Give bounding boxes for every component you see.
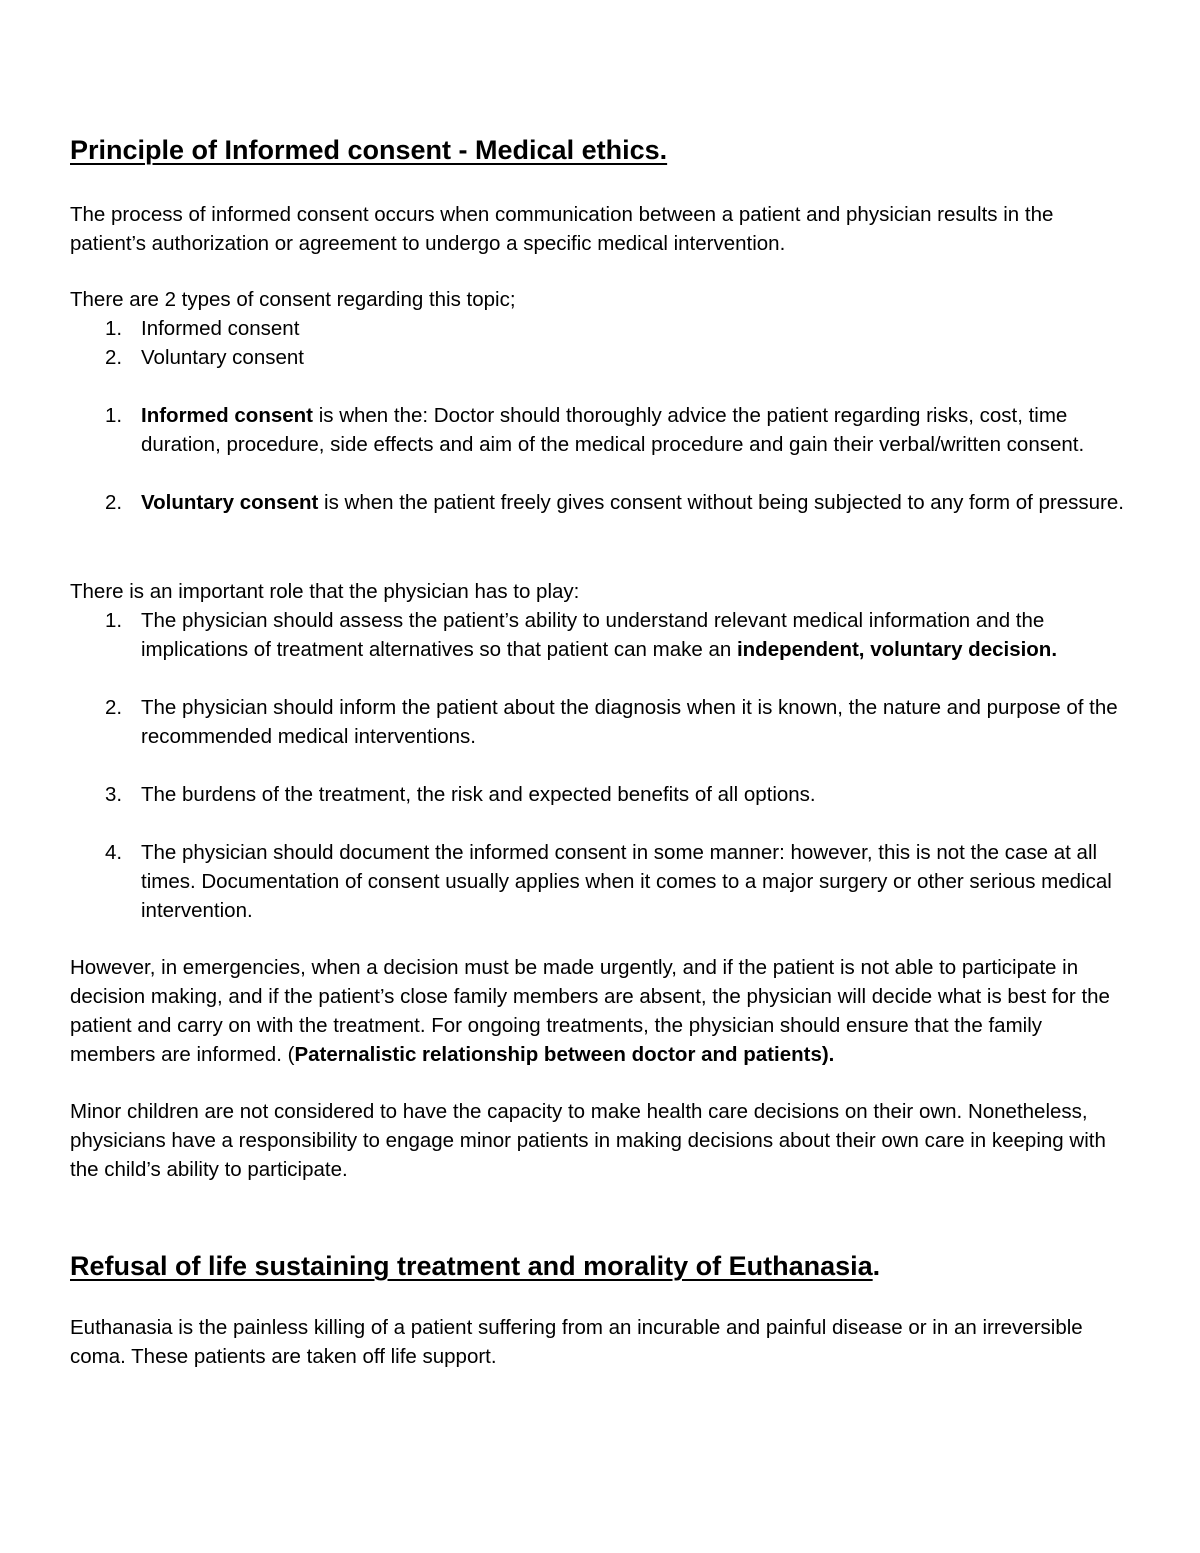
list-item: 4. The physician should document the informed consent in some manner: however, this is not the case at all times. Documentation of consent usually applies when it comes to a major surgery or other serious medical intervention. [105,841,1112,922]
paternalistic-emphasis: Paternalistic relationship between doctor and patients). [294,1043,835,1066]
physician-role-intro: There is an important role that the physician has to play: [70,580,580,603]
consent-definitions-list [70,401,1130,517]
list-item: 2. Voluntary consent [105,346,304,369]
definition-term: Informed consent [141,404,313,427]
role-text: The physician should assess the patient’s ability to understand relevant medical information and the implications of treatment alternatives so that patient can make an [141,609,1045,661]
role-emphasis: independent, voluntary decision. [736,638,1058,661]
definition-term: Voluntary consent [141,491,319,514]
list-item: 2. The physician should inform the patient about the diagnosis when it is known, the nature and purpose of the recommended medical interventions. [105,696,1118,748]
role-text: The physician should inform the patient about the diagnosis when it is known, the nature and purpose of the recommended medical interventions. [141,696,1118,748]
consent-types-intro: There are 2 types of consent regarding this topic; [70,288,516,311]
consent-type-label: Informed consent [141,317,300,340]
euthanasia-paragraph: Euthanasia is the painless killing of a patient suffering from an incurable and painful disease or in an irreversible coma. These patients are taken off life support. [70,1316,1083,1368]
role-text: The burdens of the treatment, the risk and expected benefits of all options. [141,783,816,806]
physician-role-list [70,606,1130,925]
section-heading-informed-consent: Principle of Informed consent - Medical ethics. [70,135,668,165]
list-item: 1. Informed consent is when the: Doctor should thoroughly advice the patient regarding risks, cost, time duration, procedure, side effects and aim of the medical procedure and gain their verbal/written consent. [105,404,1085,456]
list-item: 3. The burdens of the treatment, the risk and expected benefits of all options. [105,783,816,806]
document-page [70,130,1130,1371]
consent-type-label: Voluntary consent [141,346,304,369]
minors-paragraph: Minor children are not considered to have the capacity to make health care decisions on their own. Nonetheless, physicians have a responsibility to engage minor patients in making decisions about their own care in keeping with the child’s ability to participate. [70,1100,1106,1181]
intro-paragraph: The process of informed consent occurs when communication between a patient and physician results in the patient’s authorization or agreement to undergo a specific medical intervention. [70,203,1054,255]
role-text: The physician should document the informed consent in some manner: however, this is not the case at all times. Documentation of consent usually applies when it comes to a major surgery or other serious medical intervention. [141,841,1112,922]
emergency-paragraph: However, in emergencies, when a decision must be made urgently, and if the patient is not able to participate in decision making, and if the patient’s close family members are absent, the physician will decide what is best for the patient and carry on with the treatment. For ongoing treatments, the physician should ensure that the family members are informed. (Paternalistic relationship between doctor and patients). [70,956,1110,1066]
section-heading-euthanasia: Refusal of life sustaining treatment and morality of Euthanasia. [70,1251,881,1281]
definition-text: is when the patient freely gives consent without being subjected to any form of pressure. [318,491,1124,514]
list-item: 2. Voluntary consent is when the patient freely gives consent without being subjected to any form of pressure. [105,491,1124,514]
definition-text: is when the: Doctor should thoroughly advice the patient regarding risks, cost, time duration, procedure, side effects and aim of the medical procedure and gain their verbal/written consent. [141,404,1085,456]
list-item: 1. The physician should assess the patient’s ability to understand relevant medical information and the implications of treatment alternatives so that patient can make an independent, voluntary decision. [105,609,1058,661]
consent-types-list [70,314,1130,372]
list-item: 1. Informed consent [105,317,300,340]
